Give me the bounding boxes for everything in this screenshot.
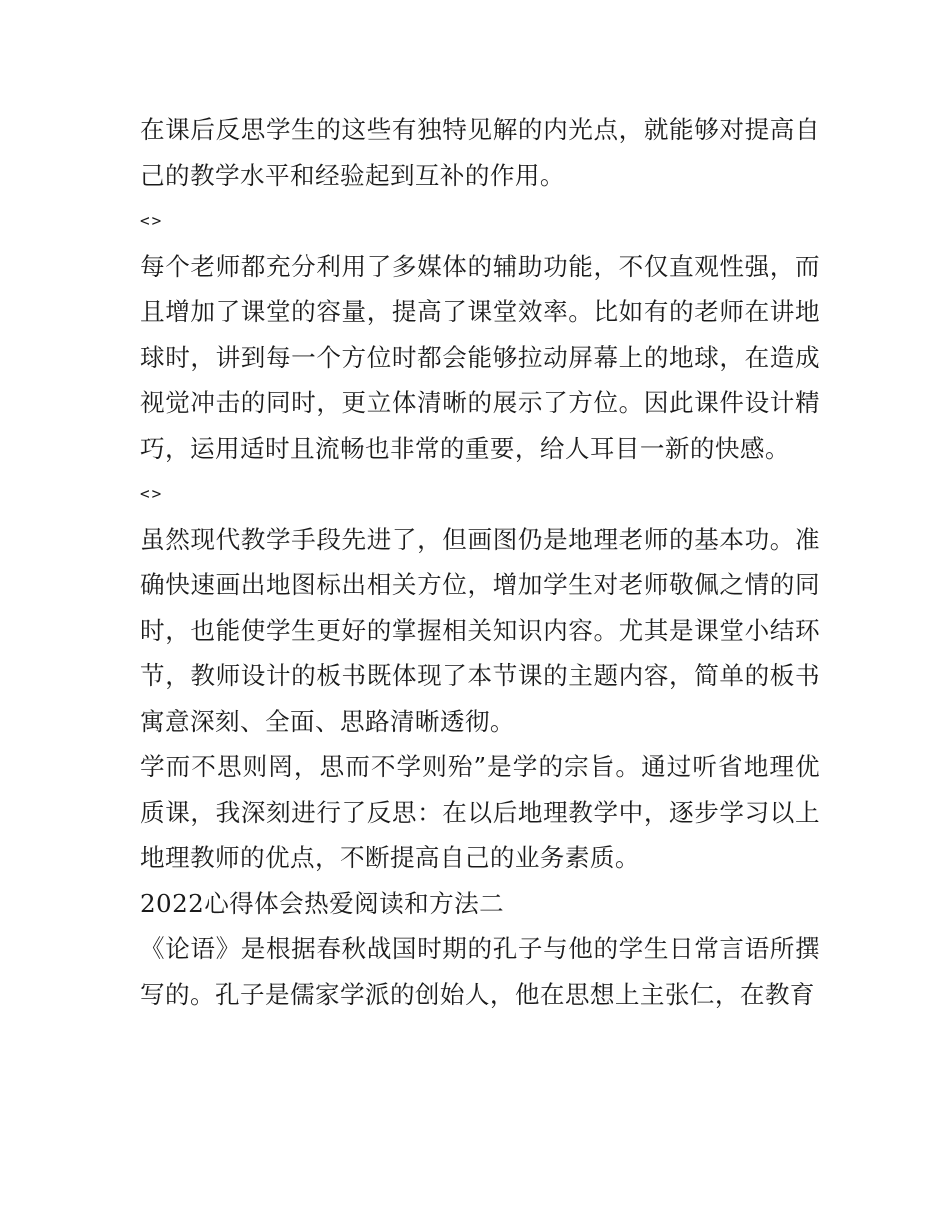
paragraph-multimedia: 每个老师都充分利用了多媒体的辅助功能，不仅直观性强，而且增加了课堂的容量，提高了课堂效率。比如有的老师在讲地球时，讲到每一个方位时都会能够拉动屏幕上的地球，在造成视觉冲击的同时，更立体清晰的展示了方位。因此课件设计精巧，运用适时且流畅也非常的重要，给人耳目一新的快感。 (140, 251, 820, 463)
document-body (140, 107, 820, 1017)
separator-marker: <> (140, 484, 164, 503)
paragraph-reflection: 在课后反思学生的这些有独特见解的内光点，就能够对提高自己的教学水平和经验起到互补的作用。 (140, 115, 820, 190)
paragraph-analects: 《论语》是根据春秋战国时期的孔子与他的学生日常言语所撰写的。孔子是儒家学派的创始人，他在思想上主张仁，在教育 (140, 934, 820, 1009)
section-heading: 2022心得体会热爱阅读和方法二 (140, 888, 505, 918)
separator-marker: <> (140, 211, 164, 230)
paragraph-drawing: 虽然现代教学手段先进了，但画图仍是地理老师的基本功。准确快速画出地图标出相关方位，增加学生对老师敬佩之情的同时，也能使学生更好的掌握相关知识内容。尤其是课堂小结环节，教师设计的板书既体现了本节课的主题内容，简单的板书寓意深刻、全面、思路清晰透彻。 (140, 524, 820, 736)
paragraph-conclusion: 学而不思则罔，思而不学则殆”是学的宗旨。通过听省地理优质课，我深刻进行了反思：在以后地理教学中，逐步学习以上地理教师的优点，不断提高自己的业务素质。 (140, 752, 820, 872)
